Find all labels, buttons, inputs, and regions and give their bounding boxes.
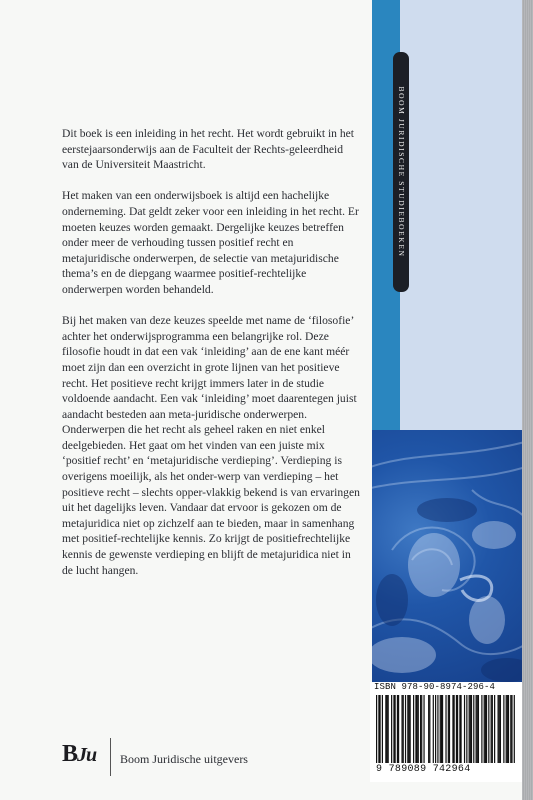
barcode-bar bbox=[492, 695, 493, 763]
barcode bbox=[376, 695, 516, 763]
publisher-logo-b: B bbox=[62, 741, 78, 767]
barcode-bar bbox=[510, 695, 511, 763]
barcode-bar bbox=[457, 695, 458, 763]
barcode-bar bbox=[500, 695, 501, 763]
logo-divider bbox=[110, 738, 111, 776]
barcode-bar bbox=[477, 695, 478, 763]
series-label: BOOM JURIDISCHE STUDIEBOEKEN bbox=[397, 86, 406, 258]
cover-photo-blue-ornament bbox=[372, 430, 522, 685]
barcode-bar bbox=[476, 695, 477, 763]
blurb-text bbox=[62, 126, 362, 594]
barcode-bar bbox=[420, 695, 421, 763]
barcode-bar bbox=[382, 695, 383, 763]
series-label-bar bbox=[393, 52, 409, 292]
barcode-bar bbox=[506, 695, 507, 763]
publisher-logo-ju: Ju bbox=[77, 744, 97, 766]
barcode-bar bbox=[413, 695, 414, 763]
barcode-bar bbox=[378, 695, 379, 763]
barcode-bar bbox=[464, 695, 465, 763]
barcode-bar bbox=[488, 695, 489, 763]
barcode-bar bbox=[473, 695, 474, 763]
barcode-bar bbox=[421, 695, 422, 763]
barcode-bar bbox=[445, 695, 446, 763]
barcode-bar bbox=[497, 695, 498, 763]
barcode-bar bbox=[481, 695, 482, 763]
barcode-bar bbox=[418, 695, 419, 763]
barcode-bar bbox=[459, 695, 460, 763]
barcode-bar bbox=[410, 695, 411, 763]
blurb-paragraph-1: Dit boek is een inleiding in het recht. Het wordt gebruikt in het eerstejaarsonderwijs aan de Faculteit der Rechts-geleerdheid van de Universiteit Maastricht. bbox=[62, 127, 355, 172]
barcode-bar bbox=[442, 695, 443, 763]
publisher-logo bbox=[62, 741, 96, 768]
barcode-bar bbox=[448, 695, 449, 763]
barcode-bar bbox=[388, 695, 389, 763]
barcode-bar bbox=[469, 695, 470, 763]
barcode-bar bbox=[503, 695, 504, 763]
barcode-bar bbox=[494, 695, 495, 763]
barcode-bar bbox=[393, 695, 394, 763]
barcode-bar bbox=[417, 695, 418, 763]
barcode-bar bbox=[429, 695, 430, 763]
barcode-bar bbox=[395, 695, 396, 763]
barcode-bar bbox=[470, 695, 471, 763]
barcode-bar bbox=[514, 695, 515, 763]
barcode-bar bbox=[471, 695, 472, 763]
barcode-bar bbox=[511, 695, 512, 763]
barcode-bar bbox=[454, 695, 455, 763]
barcode-bar bbox=[437, 695, 438, 763]
barcode-bar bbox=[452, 695, 453, 763]
barcode-bar bbox=[499, 695, 500, 763]
ornament-illustration bbox=[372, 430, 522, 685]
barcode-bar bbox=[449, 695, 450, 763]
barcode-bar bbox=[423, 695, 424, 763]
barcode-bar bbox=[466, 695, 467, 763]
barcode-bar bbox=[433, 695, 434, 763]
barcode-bar bbox=[508, 695, 509, 763]
barcode-bar bbox=[435, 695, 436, 763]
barcode-bar bbox=[440, 695, 441, 763]
barcode-bar bbox=[484, 695, 485, 763]
page-edge bbox=[522, 0, 533, 800]
barcode-bar bbox=[491, 695, 492, 763]
publisher-name: Boom Juridische uitgevers bbox=[120, 752, 248, 766]
barcode-bar bbox=[391, 695, 392, 763]
barcode-bar bbox=[408, 695, 409, 763]
barcode-digits: 9 789089 742964 bbox=[376, 764, 471, 775]
isbn-label: ISBN 978-90-8974-296-4 bbox=[374, 682, 496, 692]
barcode-bar bbox=[401, 695, 402, 763]
barcode-bar bbox=[398, 695, 399, 763]
barcode-bar bbox=[478, 695, 479, 763]
barcode-bar bbox=[460, 695, 461, 763]
barcode-bar bbox=[386, 695, 387, 763]
barcode-bar bbox=[456, 695, 457, 763]
barcode-bar bbox=[397, 695, 398, 763]
barcode-bar bbox=[403, 695, 404, 763]
barcode-bar bbox=[441, 695, 442, 763]
barcode-bar bbox=[486, 695, 487, 763]
barcode-bar bbox=[405, 695, 406, 763]
blurb-paragraph-2: Het maken van een onderwijsboek is altijd een hachelijke onderneming. Dat geldt zeker voor een inleiding in het recht. Er moeten keuzes worden gemaakt. Dergelijke keuzes betreffen onder meer de verhouding tussen positief recht en metajuridische onderwerpen, de selectie van metajuridische thema’s en de diepgang waarmee positief-rechtelijke onderwerpen worden behandeld. bbox=[62, 189, 359, 296]
blurb-paragraph-3: Bij het maken van deze keuzes speelde met name de ‘filosofie’ achter het onderwijsprogramma een belangrijke rol. Deze filosofie houdt in dat een vak ‘inleiding’ aan de ene kant méér moet zijn dan een overzicht in grote lijnen van het positieve recht. Het positieve recht krijgt immers later in de studie voldoende aandacht. Een vak ‘inleiding’ moet daarentegen juist aandacht besteden aan meta-juridische onderwerpen. Onderwerpen die het recht als geheel raken en niet enkel deelgebieden. Het gaat om het vinden van een juiste mix ‘positief recht’ en ‘metajuridische verdieping’. Verdieping is overigens moeilijk, als het onder-werp van verdieping – het positieve recht – slechts opper-vlakkig bekend is van ervaringen uit het dagelijks leven. Vandaar dat ervoor is gekozen om de metajuridica niet op zichzelf aan te bieden, maar in samenhang met positief-rechtelijke kennis. Zo krijgt de positiefrechtelijke kennis de gewenste verdieping en blijft de metajuridica niet in de lucht hangen. bbox=[62, 314, 360, 577]
barcode-bar bbox=[507, 695, 508, 763]
barcode-bar bbox=[485, 695, 486, 763]
barcode-bar bbox=[428, 695, 429, 763]
barcode-bar bbox=[407, 695, 408, 763]
barcode-bar bbox=[379, 695, 380, 763]
barcode-bar bbox=[385, 695, 386, 763]
barcode-bar bbox=[376, 695, 377, 763]
barcode-bar bbox=[415, 695, 416, 763]
light-blue-panel bbox=[400, 0, 522, 430]
